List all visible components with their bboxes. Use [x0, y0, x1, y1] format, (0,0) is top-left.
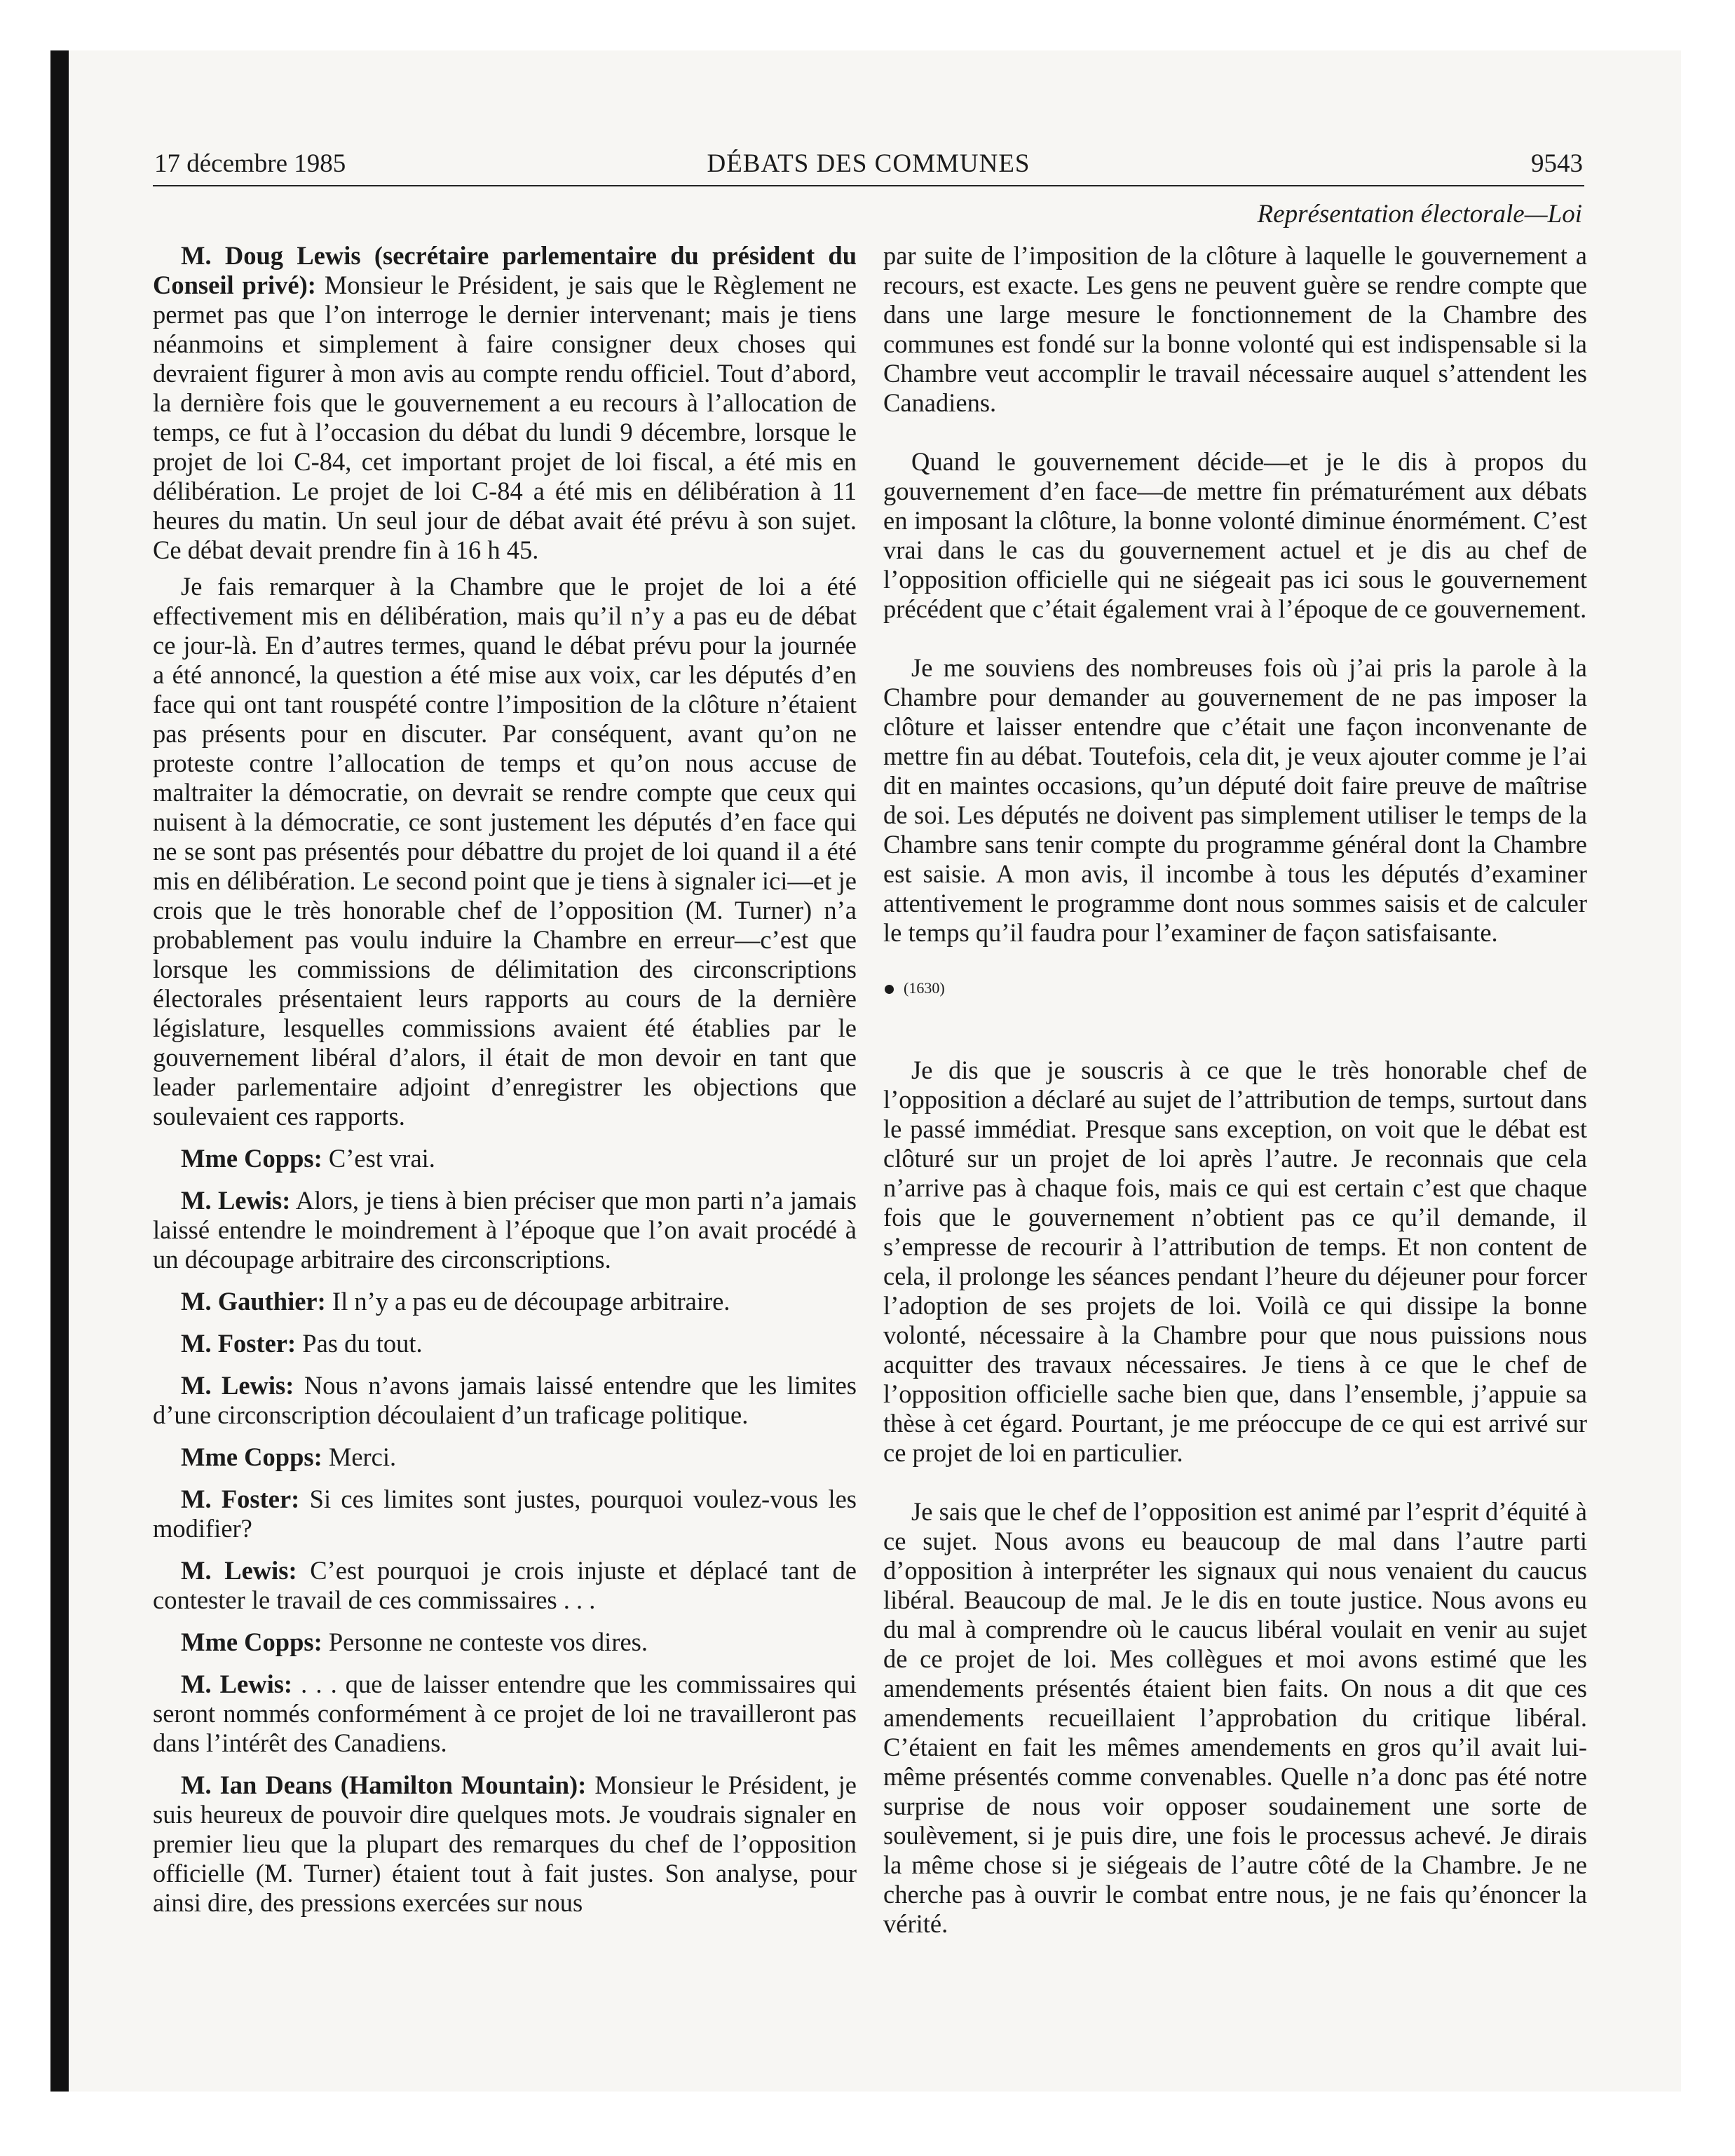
- paragraph-lewis: [153, 1670, 857, 1758]
- paragraph-deans-closure: Quand le gouvernement décide—et je le dis à propos du gouvernement d’en face—de mettre fin prématurément aux débats en imposant la clôture, la bonne volonté diminue énormément. C’est vrai dans le cas du gouvernement actuel et je dis au chef de l’opposition officielle qui ne siégeait pas ici sous le gouvernement précédent que c’était également vrai à l’époque de ce gouvernement.: [883, 447, 1587, 623]
- speaker-name: M. Foster:: [181, 1329, 297, 1358]
- speaker-name: M. Gauthier:: [181, 1287, 326, 1316]
- speech-text: . . . que de laisser entendre que les commissaires qui seront nommés conformément à ce projet de loi ne travailleront pas dans l’intérêt des Canadiens.: [153, 1670, 857, 1757]
- paragraph-deans-self-control: Je me souviens des nombreuses fois où j’ai pris la parole à la Chambre pour demander au gouvernement de ne pas imposer la clôture et laisser entendre que c’était une façon inconvenante de mettre fin au débat. Toutefois, cela dit, je veux ajouter comme je l’ai dit en maintes occasions, qu’un député doit faire preuve de maîtrise de soi. Les députés ne doivent pas simplement utiliser le temps de la Chambre sans tenir compte du programme général dont la Chambre est saisie. A mon avis, il incombe à tous les députés d’examiner attentivement le programme dont nous sommes saisis et de calculer le temps qu’il faudra pour l’examiner de façon satisfaisante.: [883, 653, 1587, 947]
- speech-text: C’est pourquoi je crois injuste et déplacé tant de contester le travail de ces commissaires . . .: [153, 1556, 857, 1614]
- page-header: [153, 143, 1584, 186]
- paragraph-deans-time-allocation: Je dis que je souscris à ce que le très honorable chef de l’opposition a déclaré au sujet de l’attribution de temps, surtout dans le passé immédiat. Presque sans exception, on voit que le débat est clôturé sur un projet de loi après l’autre. Je reconnais que cela n’arrive pas à chaque fois, mais ce qui est certain c’est que chaque fois que le gouvernement n’obtient pas ce qu’il demande, il s’empresse de recourir à l’attribution de temps. Et non content de cela, il prolonge les séances pendant l’heure du déjeuner pour forcer l’adoption de ses projets de loi. Voilà ce qui dissipe la bonne volonté, nécessaire à la Chambre pour que nous puissions nous acquitter des travaux nécessaires. Je tiens à ce que le chef de l’opposition officielle sache bien que, dans l’ensemble, j’appuie sa thèse à cet égard. Pourtant, je me préoccupe de ce qui est arrivé sur ce projet de loi en particulier.: [883, 1056, 1587, 1467]
- paragraph-lewis: [153, 1186, 857, 1274]
- paragraph-deans-liberal-caucus: Je sais que le chef de l’opposition est animé par l’esprit d’équité à ce sujet. Nous avons eu beaucoup de mal dans l’autre parti d’opposition à interpréter les signaux qui nous venaient du caucus libéral. Beaucoup de mal. Je le dis en toute justice. Nous avons eu du mal à comprendre où le caucus libéral voulait en venir au sujet de ce projet de loi. Mes collègues et moi avons estimé que les amendements présentés étaient bien faits. On nous a dit que ces amendements recueillaient l’approbation du critique libéral. C’étaient en fait les mêmes amendements en gros qu’il avait lui-même présentés comme convenables. Quelle n’a donc pas été notre surprise de nous voir opposer soudainement une sorte de soulèvement, si je puis dire, une fois le processus achevé. Je dirais la même chose si je siégeais de l’autre côté de la Chambre. Je ne cherche pas à ouvrir le combat entre nous, je ne fais qu’énoncer la vérité.: [883, 1497, 1587, 1938]
- speaker-name: M. Lewis:: [181, 1371, 294, 1400]
- paragraph-foster: [153, 1329, 857, 1358]
- section-title: Représentation électorale—Loi: [1257, 200, 1582, 228]
- speech-text: Personne ne conteste vos dires.: [322, 1628, 648, 1656]
- speaker-name: Mme Copps:: [181, 1144, 322, 1173]
- speech-text: Alors, je tiens à bien préciser que mon parti n’a jamais laissé entendre le moindrement à l’époque que l’on avait procédé à un découpage arbitraire des circonscriptions.: [153, 1186, 857, 1274]
- scan-edge-bar: [50, 50, 69, 2092]
- speaker-name: M. Lewis:: [181, 1186, 291, 1215]
- speech-text: Monsieur le Président, je suis heureux de pouvoir dire quelques mots. Je voudrais signaler en premier lieu que la plupart des remarques du chef de l’opposition officielle (M. Turner) étaient tout à fait justes. Son analyse, pour ainsi dire, des pressions exercées sur nous: [153, 1770, 857, 1917]
- header-date: 17 décembre 1985: [154, 149, 346, 178]
- paragraph-deans: [153, 1770, 857, 1918]
- left-column: [153, 241, 857, 1930]
- speaker-name: M. Lewis:: [181, 1556, 297, 1585]
- time-marker-label: (1630): [904, 979, 945, 997]
- paragraph-gauthier: [153, 1287, 857, 1316]
- paragraph-foster: [153, 1485, 857, 1543]
- speaker-name: M. Lewis:: [181, 1670, 293, 1698]
- speech-text: Nous n’avons jamais laissé entendre que les limites d’une circonscription découlaient d’un traficage politique.: [153, 1371, 857, 1429]
- speech-text: Monsieur le Président, je sais que le Règlement ne permet pas que l’on interroge le dernier intervenant; mais je tiens néanmoins et simplement à faire consigner deux choses qui devraient figurer à mon avis au compte rendu officiel. Tout d’abord, la dernière fois que le gouvernement a eu recours à l’allocation de temps, ce fut à l’occasion du débat du lundi 9 décembre, lorsque le projet de loi C-84, cet important projet de loi fiscal, a été mis en délibération. Le projet de loi C-84 a été mis en délibération à 11 heures du matin. Un seul jour de débat avait été prévu à son sujet. Ce débat devait prendre fin à 16 h 45.: [153, 271, 857, 564]
- speaker-name: Mme Copps:: [181, 1628, 322, 1656]
- bullet-icon: [885, 985, 894, 994]
- speech-text: Pas du tout.: [296, 1329, 423, 1358]
- header-page-number: 9543: [1531, 149, 1583, 178]
- speech-text: Il n’y a pas eu de découpage arbitraire.: [325, 1287, 730, 1316]
- speech-text: C’est vrai.: [322, 1144, 435, 1173]
- speaker-name: Mme Copps:: [181, 1442, 322, 1471]
- speaker-name: M. Foster:: [181, 1485, 300, 1513]
- speaker-name: M. Ian Deans (Hamilton Mountain):: [181, 1770, 587, 1799]
- paragraph-lewis-intro: [153, 241, 857, 565]
- paragraph-copps: [153, 1442, 857, 1472]
- right-column: [883, 241, 1587, 1968]
- speech-text: Je fais remarquer à la Chambre que le projet de loi a été effectivement mis en délibération, mais qu’il n’y a pas eu de débat ce jour-là. En d’autres termes, quand le débat prévu pour la journée a été annoncé, la question a été mise aux voix, car les députés d’en face qui ont tant rouspété contre l’imposition de la clôture n’étaient pas présents pour en discuter. Par conséquent, avant qu’on ne proteste contre l’allocation de temps et qu’on nous accuse de maltraiter la démocratie, on devrait se rendre compte que ceux qui nuisent à la démocratie, ce sont justement les députés d’en face qui ne se sont pas présentés pour débattre du projet de loi quand il a été mis en délibération. Le second point que je tiens à signaler ici—et je crois que le très honorable chef de l’opposition (M. Turner) n’a probablement pas voulu induire la Chambre en erreur—c’est que lorsque les commissions de délimitation des circonscriptions électorales présentaient leurs rapports au cours de la dernière législature, lesquelles commissions avaient été établies par le gouvernement libéral d’alors, il était de mon devoir en tant que leader parlementaire adjoint d’enregistrer les objections que soulevaient ces rapports.: [153, 572, 857, 1131]
- paragraph-copps: [153, 1628, 857, 1657]
- header-journal-title: DÉBATS DES COMMUNES: [707, 149, 1030, 178]
- paragraph-deans-continued: par suite de l’imposition de la clôture à laquelle le gouvernement a recours, est exacte. Les gens ne peuvent guère se rendre compte que dans une large mesure le fonctionnement de la Chambre des communes est fondé sur la bonne volonté qui est indispensable si la Chambre veut accomplir le travail nécessaire auquel s’attendent les Canadiens.: [883, 241, 1587, 417]
- speech-text: Merci.: [322, 1442, 397, 1471]
- speaker-name: M. Doug Lewis (secrétaire parlementaire du président du Conseil privé):: [153, 241, 857, 299]
- speech-text: Si ces limites sont justes, pourquoi voulez-vous les modifier?: [153, 1485, 857, 1543]
- paragraph-lewis-continued: [153, 572, 857, 1131]
- time-marker: [885, 974, 1587, 1002]
- paragraph-lewis: [153, 1556, 857, 1615]
- paragraph-copps: [153, 1144, 857, 1173]
- paragraph-lewis: [153, 1371, 857, 1430]
